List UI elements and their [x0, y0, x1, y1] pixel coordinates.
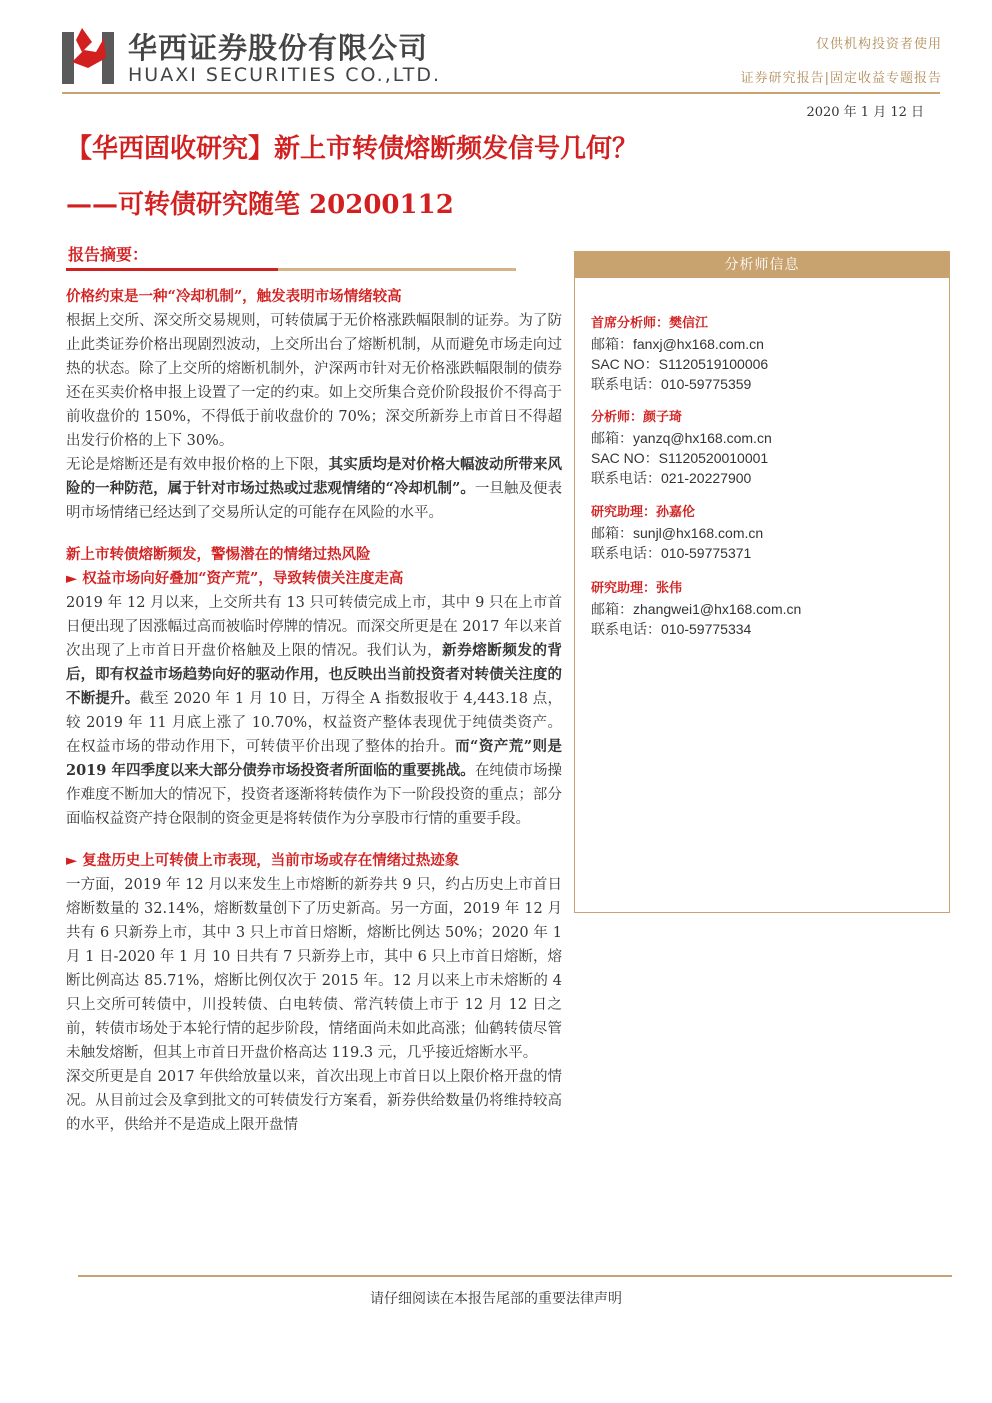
analyst-card	[591, 503, 763, 563]
analyst-phone: 联系电话：010-59775359	[591, 376, 752, 392]
company-name-en: HUAXI SECURITIES CO.,LTD.	[128, 64, 441, 86]
footer-divider	[78, 1275, 952, 1277]
analyst-email: 邮箱：zhangwei1@hx168.com.cn	[591, 601, 802, 617]
analyst-phone: 联系电话：010-59775371	[591, 545, 752, 561]
analyst-email: 邮箱：fanxj@hx168.com.cn	[591, 336, 764, 352]
paragraph-emphasis: 其实质均是对价格大幅波动所带来风险的一种防范，属于针对市场过热或过悲观情绪的“冷却机制”。	[66, 456, 563, 497]
summary-heading: 报告摘要：	[68, 245, 149, 264]
analyst-email: 邮箱：yanzq@hx168.com.cn	[591, 430, 772, 446]
bullet-heading: ► 权益市场向好叠加“资产荒”，导致转债关注度走高	[66, 570, 404, 587]
analyst-role: 研究助理：张伟	[591, 581, 683, 596]
report-category: 证券研究报告|固定收益专题报告	[740, 71, 942, 86]
analyst-card	[591, 579, 801, 639]
paragraph	[66, 453, 562, 525]
analyst-role: 分析师：颜子琦	[591, 410, 683, 425]
report-date: 2020 年 1 月 12 日	[806, 105, 924, 120]
header-divider	[62, 92, 940, 94]
paragraph: 深交所更是自 2017 年供给放量以来，首次出现上市首日以上限价格开盘的情况。从目前过会及拿到批文的可转债发行方案看，新券供给数量仍将维持较高的水平，供给并不是造成上限开盘情	[66, 1069, 562, 1133]
analyst-phone: 联系电话：010-59775334	[591, 621, 752, 637]
report-title: 【华西固收研究】新上市转债熔断频发信号几何？	[66, 134, 639, 164]
analyst-sac: SAC NO：S1120519100006	[591, 356, 769, 372]
report-body	[66, 285, 562, 1137]
report-subtitle: ——可转债研究随笔 20200112	[66, 190, 454, 220]
company-name-cn: 华西证券股份有限公司	[128, 31, 429, 65]
bullet-heading: ► 复盘历史上可转债上市表现，当前市场或存在情绪过热迹象	[66, 852, 460, 869]
paragraph	[66, 591, 562, 831]
paragraph-text: 2019 年 12 月以来，上交所共有 13 只可转债完成上市，其中 9 只在上市首日便出现了因涨幅过高而被临时停牌的情况。而深交所更是在 2017 年以来首次出现了上市首日开盘价格触及上限的情况。我们认为，	[66, 595, 562, 659]
legal-notice: 请仔细阅读在本报告尾部的重要法律声明	[370, 1291, 622, 1307]
usage-note: 仅供机构投资者使用	[815, 37, 942, 52]
analyst-info-panel	[574, 251, 950, 913]
paragraph-emphasis: 新券熔断频发的背后，即有权益市场趋势向好的驱动作用，也反映出当前投资者对转债关注度的不断提升。	[66, 642, 562, 707]
paragraph: 根据上交所、深交所交易规则，可转债属于无价格涨跌幅限制的证券。为了防止此类证券价格出现剧烈波动，上交所出台了熔断机制，从而避免市场走向过热的状态。除了上交所的熔断机制外，沪深两市针对无价格涨跌幅限制的债券还在买卖价格申报上设置了一定的约束。如上交所集合竞价阶段报价不得高于前收盘价的 150%，不得低于前收盘价的 70%；深交所新券上市首日不得超出发行价格的上下 30%。	[66, 313, 562, 449]
paragraph-emphasis: 而“资产荒”则是 2019 年四季度以来大部分债券市场投资者所面临的重要挑战。	[66, 738, 562, 779]
huaxi-logo	[62, 28, 114, 84]
section-heading: 价格约束是一种“冷却机制”，触发表明市场情绪较高	[66, 288, 402, 305]
analyst-card	[591, 408, 772, 488]
paragraph: 一方面，2019 年 12 月以来发生上市熔断的新券共 9 只，约占历史上市首日熔断数量的 32.14%，熔断数量创下了历史新高。另一方面，2019 年 12 月共有 6 只新券上市，其中 3 只上市首日熔断，熔断比例达 50%；2020 年 1 月 1 日-2020 年 1 月 10 日共有 7 只新券上市，其中 6 只上市首日熔断，熔断比例高达 85.71%，熔断比例仅次于 2015 年。12 月以来上市未熔断的 4 只上交所可转债中，川投转债、白电转债、常汽转债上市于 12 月 12 日之前，转债市场处于本轮行情的起步阶段，情绪面尚未如此高涨；仙鹤转债尽管未触发熔断，但其上市首日开盘价格高达 119.3 元，几乎接近熔断水平。	[66, 877, 562, 1061]
paragraph-text: 无论是熔断还是有效申报价格的上下限，	[66, 457, 329, 473]
analyst-card	[591, 314, 768, 394]
analyst-role: 研究助理：孙嘉伦	[591, 505, 696, 520]
paragraph-text: 截至 2020 年 1 月 10 日，万得全 A 指数报收于 4,443.18 点，较 2019 年 11 月底上涨了 10.70%，权益资产整体表现优于纯债类资产。在权益市场的带动作用下，可转债平价出现了整体的抬升。	[66, 691, 562, 755]
analyst-info-title: 分析师信息	[575, 252, 949, 278]
analyst-email: 邮箱：sunjl@hx168.com.cn	[591, 525, 764, 541]
section-heading: 新上市转债熔断频发，警惕潜在的情绪过热风险	[66, 546, 371, 563]
paragraph-text: 一旦触及便表明市场情绪已经达到了交易所认定的可能存在风险的水平。	[66, 481, 562, 521]
analyst-phone: 联系电话：021-20227900	[591, 470, 752, 486]
summary-divider-accent	[66, 268, 278, 271]
analyst-sac: SAC NO：S1120520010001	[591, 450, 769, 466]
paragraph-text: 在纯债市场操作难度不断加大的情况下，投资者逐渐将转债作为下一阶段投资的重点；部分面临权益资产持仓限制的资金更是将转债作为分享股市行情的重要手段。	[66, 763, 563, 827]
analyst-role: 首席分析师：樊信江	[591, 316, 709, 331]
